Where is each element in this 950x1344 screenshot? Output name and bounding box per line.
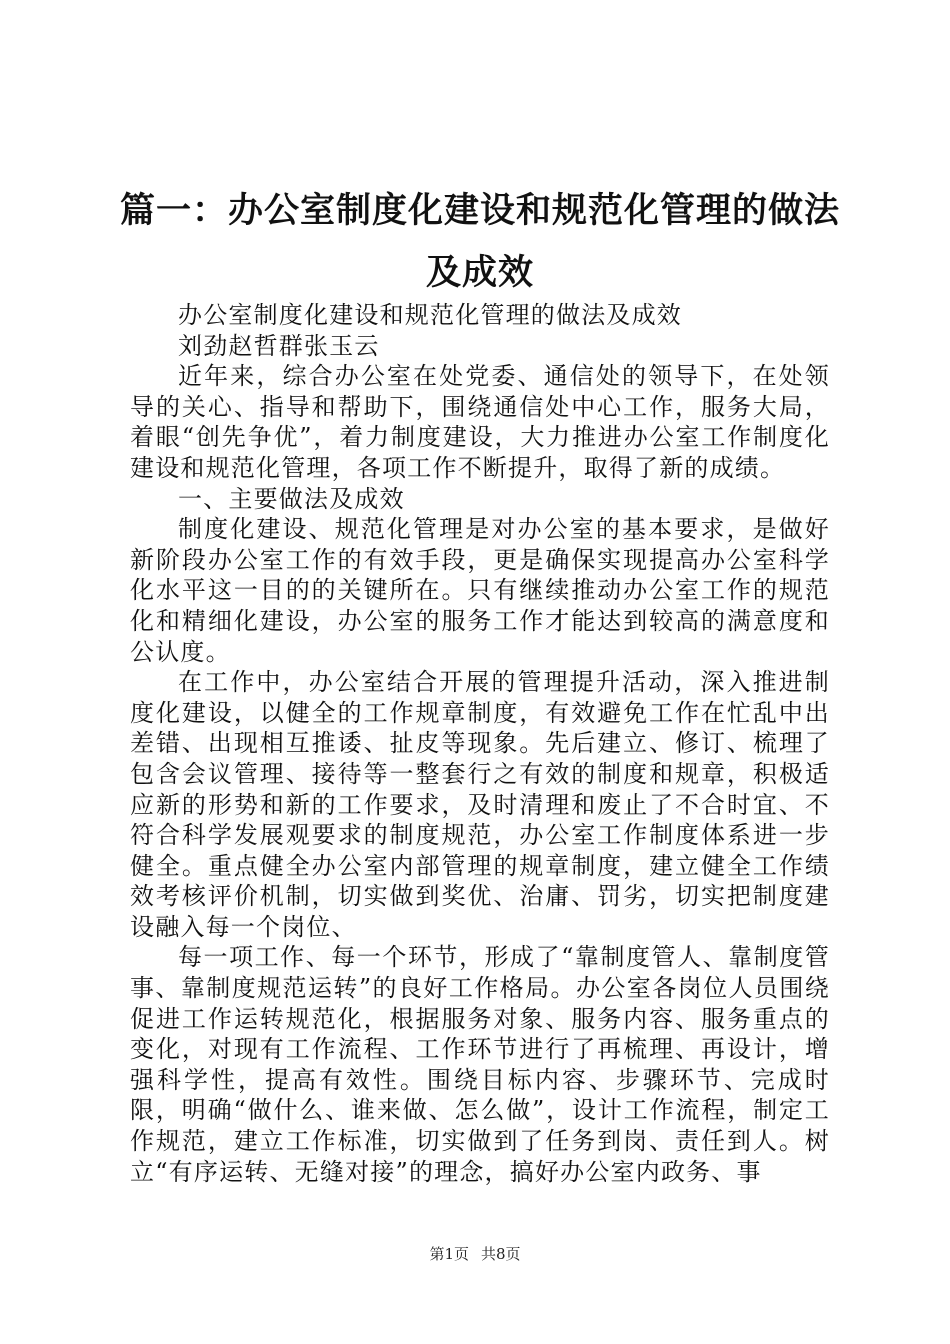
section-heading: 一、主要做法及成效 (178, 484, 405, 513)
intro-paragraph: 近年来，综合办公室在处党委、通信处的领导下，在处领导的关心、指导和帮助下，围绕通信处中心工作，服务大局，着眼“创先争优”，着力制度建设，大力推进办公室工作制度化建设和规范化管理，各项工作不断提升，取得了新的成绩。 (130, 362, 830, 482)
document-body (130, 300, 830, 1187)
body-paragraph: 每一项工作、每一个环节，形成了“靠制度管人、靠制度管事、靠制度规范运转”的良好工作格局。办公室各岗位人员围绕促进工作运转规范化，根据服务对象、服务内容、服务重点的变化，对现有工作流程、工作环节进行了再梳理、再设计，增强科学性，提高有效性。围绕目标内容、步骤环节、完成时限，明确“做什么、谁来做、怎么做”，设计工作流程，制定工作规范，建立工作标准，切实做到了任务到岗、责任到人。树立“有序运转、无缝对接”的理念，搞好办公室内政务、事 (130, 943, 830, 1186)
body-paragraph: 制度化建设、规范化管理是对办公室的基本要求，是做好新阶段办公室工作的有效手段，更是确保实现提高办公室科学化水平这一目的的关键所在。只有继续推动办公室工作的规范化和精细化建设，办公室的服务工作才能达到较高的满意度和公认度。 (130, 515, 830, 666)
page-number: 第1页 (429, 1245, 469, 1263)
subtitle-paragraph: 办公室制度化建设和规范化管理的做法及成效 (178, 301, 682, 329)
page-footer (0, 1244, 950, 1264)
authors-paragraph: 刘劲赵哲群张玉云 (178, 331, 380, 360)
page-total: 共8页 (481, 1245, 521, 1263)
body-paragraph: 在工作中，办公室结合开展的管理提升活动，深入推进制度化建设，以健全的工作规章制度，有效避免工作在忙乱中出差错、出现相互推诿、扯皮等现象。先后建立、修订、梳理了包含会议管理、接待等一整套行之有效的制度和规章，积极适应新的形势和新的工作要求，及时清理和废止了不合时宜、不符合科学发展观要求的制度规范，办公室工作制度体系进一步健全。重点健全办公室内部管理的规章制度，建立健全工作绩效考核评价机制，切实做到奖优、治庸、罚劣，切实把制度建设融入每一个岗位、 (130, 668, 830, 941)
document-title: 篇一：办公室制度化建设和规范化管理的做法及成效 (120, 191, 841, 293)
